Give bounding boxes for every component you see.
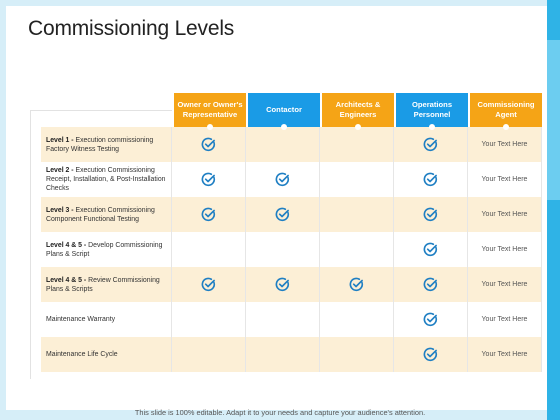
check-cell	[320, 197, 394, 232]
column-header	[468, 93, 542, 127]
row-description: Execution commissioning Factory Witness Testing	[46, 136, 154, 153]
check-circle-icon	[275, 277, 290, 292]
row-label	[41, 302, 172, 337]
column-header-label: Architects & Engineers	[335, 100, 381, 119]
column-header-label: Commissioning Agent	[477, 100, 535, 119]
check-circle-icon	[423, 172, 438, 187]
column-header	[246, 93, 320, 127]
row-level: Level 4 & 5 -	[46, 276, 89, 284]
decorative-strip	[547, 0, 560, 420]
column-header	[172, 93, 246, 127]
check-cell	[394, 197, 468, 232]
check-cell	[172, 337, 246, 372]
check-circle-icon	[423, 242, 438, 257]
check-cell	[246, 232, 320, 267]
check-cell	[320, 267, 394, 302]
check-cell	[320, 337, 394, 372]
row-description: Review Commissioning Plans & Scripts	[46, 276, 160, 293]
check-circle-icon	[201, 137, 216, 152]
check-cell	[246, 302, 320, 337]
column-header-label: Owner or Owner's Representative	[177, 100, 243, 119]
check-cell	[320, 302, 394, 337]
header-dot	[503, 124, 509, 130]
check-circle-icon	[349, 277, 364, 292]
check-cell	[320, 232, 394, 267]
row-label	[41, 267, 172, 302]
footer-note: This slide is 100% editable. Adapt it to your needs and capture your audience's attention.	[134, 408, 426, 417]
commissioning-table	[41, 93, 542, 372]
agent-cell: Your Text Here	[468, 162, 542, 197]
check-circle-icon	[423, 277, 438, 292]
agent-cell: Your Text Here	[468, 267, 542, 302]
table-row	[41, 337, 542, 372]
check-cell	[394, 302, 468, 337]
column-header-label: Operations Personnel	[411, 100, 453, 119]
table-row	[41, 232, 542, 267]
check-circle-icon	[423, 207, 438, 222]
check-cell	[394, 232, 468, 267]
check-cell	[246, 127, 320, 162]
check-circle-icon	[201, 172, 216, 187]
table-body	[41, 127, 542, 372]
row-level: Level 2 -	[46, 167, 76, 174]
header-dot	[355, 124, 361, 130]
row-label	[41, 337, 172, 372]
check-cell	[246, 337, 320, 372]
row-level: Level 1 -	[46, 136, 76, 144]
row-description: Maintenance Life Cycle	[46, 351, 118, 358]
agent-cell: Your Text Here	[468, 232, 542, 267]
row-label	[41, 232, 172, 267]
row-label	[41, 162, 172, 197]
row-label	[41, 197, 172, 232]
column-header	[320, 93, 394, 127]
column-header	[394, 93, 468, 127]
row-level: Level 4 & 5 -	[46, 241, 89, 249]
check-cell	[172, 232, 246, 267]
row-description: Develop Commissioning Plans & Script	[46, 241, 163, 258]
check-cell	[172, 197, 246, 232]
row-description: Execution Commissioning Receipt, Installation, & Post-Installation Checks	[46, 167, 166, 192]
table-row	[41, 127, 542, 162]
table-row	[41, 197, 542, 232]
check-cell	[172, 127, 246, 162]
check-circle-icon	[275, 207, 290, 222]
check-cell	[394, 162, 468, 197]
check-circle-icon	[201, 207, 216, 222]
table-row	[41, 267, 542, 302]
check-cell	[172, 302, 246, 337]
check-circle-icon	[201, 277, 216, 292]
check-cell	[320, 127, 394, 162]
header-row	[41, 93, 542, 127]
header-dot	[429, 124, 435, 130]
check-cell	[320, 162, 394, 197]
check-cell	[394, 127, 468, 162]
agent-cell: Your Text Here	[468, 302, 542, 337]
check-circle-icon	[423, 312, 438, 327]
check-cell	[246, 162, 320, 197]
check-cell	[246, 267, 320, 302]
table-row	[41, 162, 542, 197]
agent-cell: Your Text Here	[468, 337, 542, 372]
check-cell	[394, 267, 468, 302]
check-circle-icon	[275, 172, 290, 187]
header-dot	[281, 124, 287, 130]
row-label	[41, 127, 172, 162]
row-description: Execution Commissioning Component Functional Testing	[46, 206, 155, 223]
check-cell	[246, 197, 320, 232]
check-cell	[172, 162, 246, 197]
check-circle-icon	[423, 347, 438, 362]
check-cell	[394, 337, 468, 372]
check-circle-icon	[423, 137, 438, 152]
row-level: Level 3 -	[46, 206, 76, 214]
agent-cell: Your Text Here	[468, 127, 542, 162]
header-dot	[207, 124, 213, 130]
header-blank	[41, 93, 172, 127]
check-cell	[172, 267, 246, 302]
page-title: Commissioning Levels	[28, 17, 235, 40]
agent-cell: Your Text Here	[468, 197, 542, 232]
row-description: Maintenance Warranty	[46, 316, 116, 323]
table-row	[41, 302, 542, 337]
column-header-label: Contactor	[266, 105, 302, 114]
